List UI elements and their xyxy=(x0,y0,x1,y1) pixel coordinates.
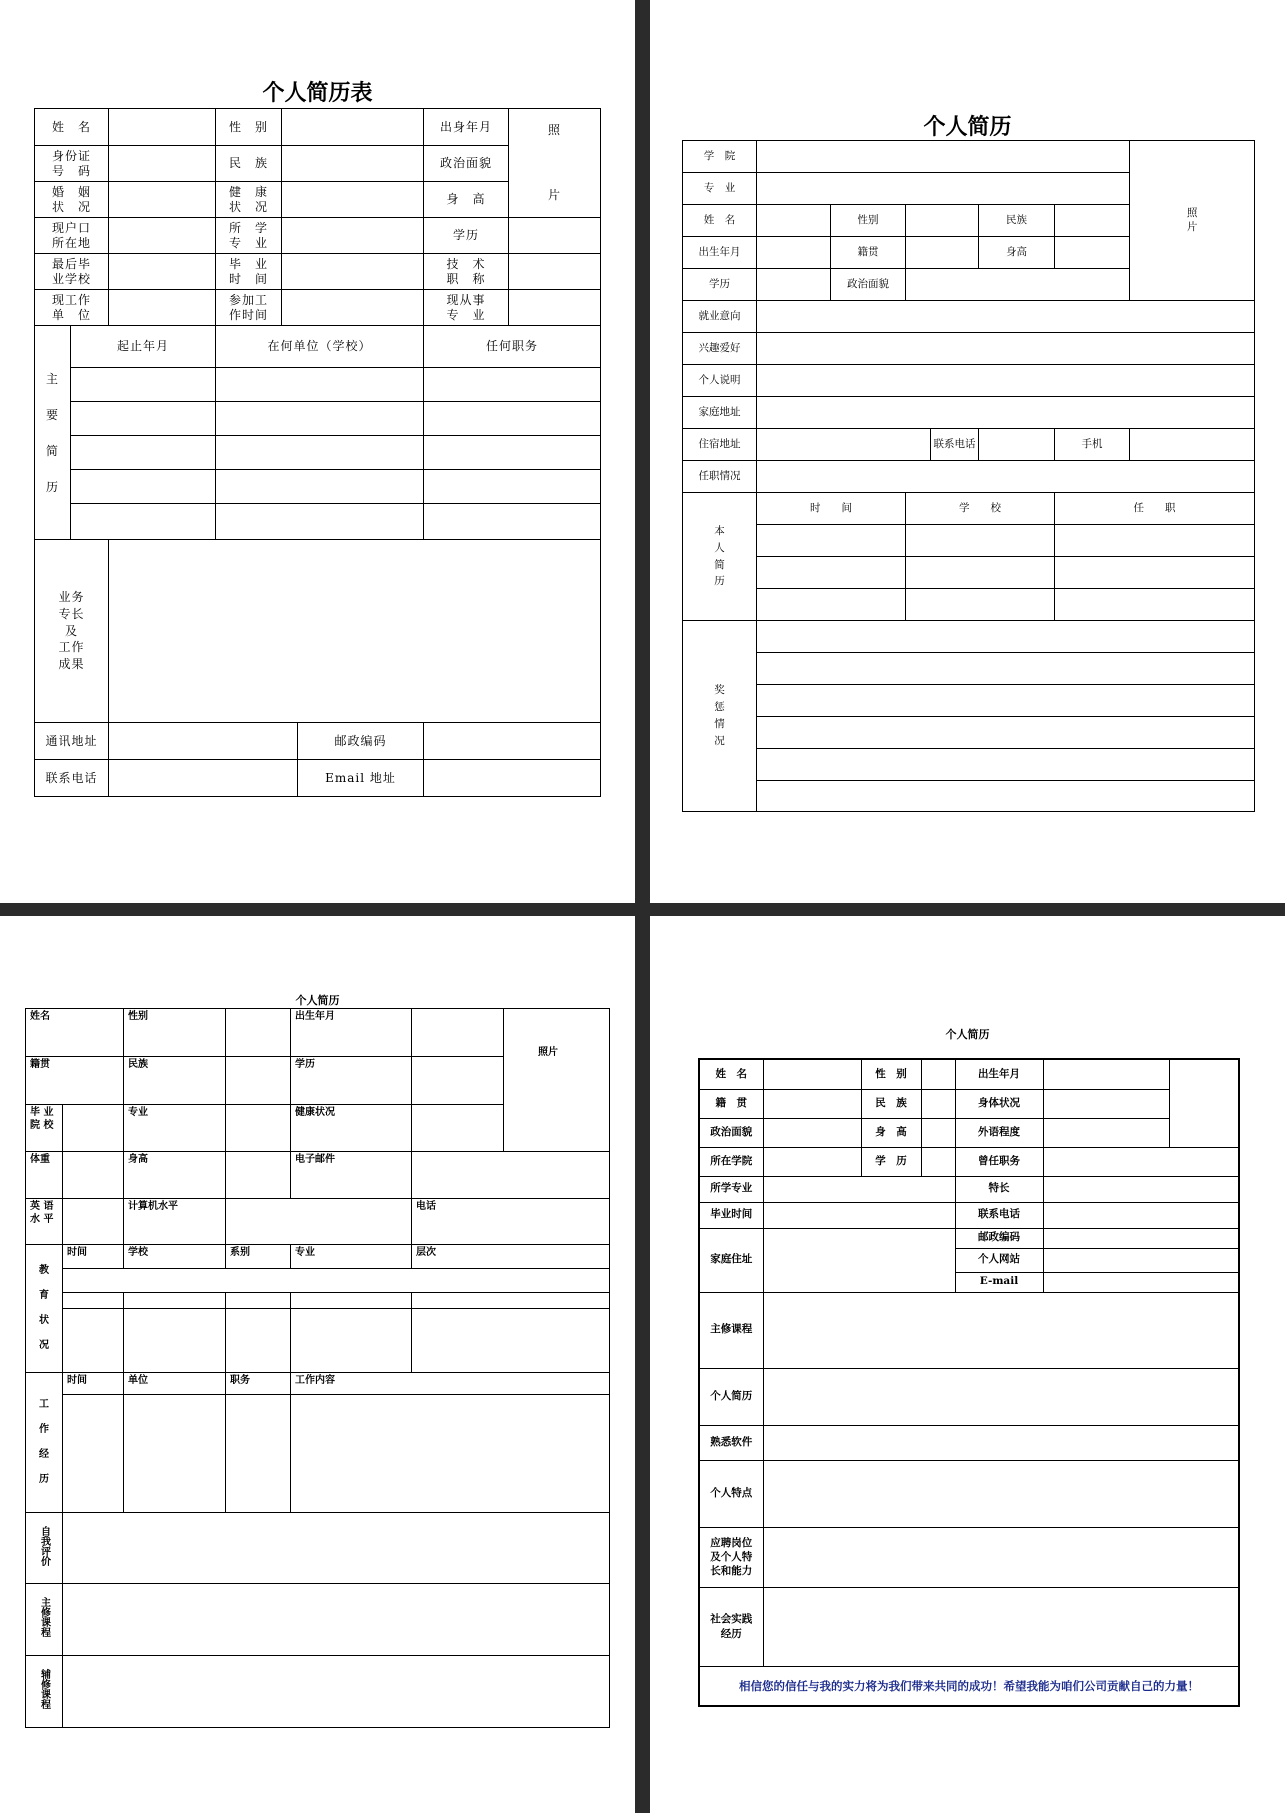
label-site: 个人网站 xyxy=(955,1248,1043,1272)
table-row[interactable] xyxy=(757,781,1255,812)
col-e-dept: 系别 xyxy=(226,1245,291,1269)
value-workunit[interactable] xyxy=(109,290,216,326)
label-native: 籍贯 xyxy=(26,1057,124,1105)
col-w-post: 职务 xyxy=(226,1373,291,1395)
table-row[interactable] xyxy=(757,653,1255,685)
value-name[interactable] xyxy=(763,1059,861,1089)
value-weight[interactable] xyxy=(63,1152,124,1199)
self-eval-text: 自我评价 xyxy=(38,1525,50,1566)
label-tel: 联系电话 xyxy=(955,1202,1043,1228)
table-row xyxy=(35,470,601,504)
value-computer[interactable] xyxy=(226,1199,412,1245)
label-gender: 性 别 xyxy=(216,109,282,146)
value-name[interactable] xyxy=(109,109,216,146)
value-school[interactable] xyxy=(109,254,216,290)
label-mobile: 手机 xyxy=(1055,429,1130,461)
col-w-time: 时间 xyxy=(63,1373,124,1395)
label-courses: 主修课程 xyxy=(699,1292,763,1368)
label-resume: 主 要 简 历 xyxy=(35,326,71,540)
col-e-time: 时间 xyxy=(63,1245,124,1269)
value-hukou[interactable] xyxy=(109,218,216,254)
value-height[interactable] xyxy=(1055,237,1130,269)
label-weight: 体重 xyxy=(26,1152,63,1199)
value-edu[interactable] xyxy=(757,269,831,301)
label-gradtime: 毕 业 时 间 xyxy=(216,254,282,290)
label-name: 姓 名 xyxy=(699,1059,763,1089)
label-height: 身 高 xyxy=(861,1118,921,1147)
value-college[interactable] xyxy=(763,1147,861,1176)
col-w-content: 工作内容 xyxy=(291,1373,610,1395)
value-specialty[interactable] xyxy=(1043,1176,1239,1202)
label-curmajor: 现从事 专 业 xyxy=(424,290,509,326)
col-post: 任何职务 xyxy=(424,326,601,368)
label-health: 身体状况 xyxy=(955,1089,1043,1118)
label-hobby: 兴趣爱好 xyxy=(683,333,757,365)
value-home-addr[interactable] xyxy=(757,397,1255,429)
label-phone: 电话 xyxy=(412,1199,610,1245)
col-e-school: 学校 xyxy=(124,1245,226,1269)
value-self-eval[interactable] xyxy=(63,1513,610,1584)
value-gradtime[interactable] xyxy=(763,1202,955,1228)
label-self-desc: 个人说明 xyxy=(683,365,757,397)
label-major: 所学专业 xyxy=(699,1176,763,1202)
label-idcard: 身份证 号 码 xyxy=(35,146,109,182)
value-birth[interactable] xyxy=(757,237,831,269)
value-gradschool[interactable] xyxy=(63,1105,124,1152)
label-marital: 婚 姻 状 况 xyxy=(35,182,109,218)
value-home[interactable] xyxy=(763,1228,955,1292)
label-political: 政治面貌 xyxy=(424,146,509,182)
label-ethnic: 民族 xyxy=(979,205,1055,237)
label-height: 身 高 xyxy=(424,182,509,218)
label-techtitle: 技 术 职 称 xyxy=(424,254,509,290)
value-former-post[interactable] xyxy=(1043,1147,1239,1176)
label-worktime: 参加工 作时间 xyxy=(216,290,282,326)
label-major: 专 业 xyxy=(683,173,757,205)
label-phone: 联系电话 xyxy=(35,760,109,797)
label-former-post: 曾任职务 xyxy=(955,1147,1043,1176)
label-height: 身高 xyxy=(124,1152,226,1199)
label-edu: 学历 xyxy=(424,218,509,254)
value-health[interactable] xyxy=(1043,1089,1169,1118)
table-row xyxy=(26,1293,610,1309)
label-college: 学 院 xyxy=(683,141,757,173)
label-email: E-mail xyxy=(955,1272,1043,1292)
value-expertise[interactable] xyxy=(109,540,601,723)
table-row[interactable] xyxy=(757,621,1255,653)
value-height[interactable] xyxy=(921,1118,955,1147)
col-e-major: 专业 xyxy=(291,1245,412,1269)
value-curmajor[interactable] xyxy=(509,290,601,326)
label-tel: 联系电话 xyxy=(931,429,979,461)
label-native: 籍 贯 xyxy=(699,1089,763,1118)
label-awards: 奖 惩 情 况 xyxy=(683,621,757,812)
label-birth: 出生年月 xyxy=(955,1059,1043,1089)
photo-box: 照 片 xyxy=(1130,141,1255,301)
label-posts: 任职情况 xyxy=(683,461,757,493)
label-home: 家庭住址 xyxy=(699,1228,763,1292)
value-techtitle[interactable] xyxy=(509,254,601,290)
value-resume[interactable] xyxy=(763,1368,1239,1425)
photo-char-2: 片 xyxy=(548,188,562,202)
value-email[interactable] xyxy=(424,760,601,797)
table-row xyxy=(35,504,601,540)
label-home-addr: 家庭地址 xyxy=(683,397,757,429)
value-hobby[interactable] xyxy=(757,333,1255,365)
label-minor-course xyxy=(26,1656,63,1728)
value-gender[interactable] xyxy=(921,1059,955,1089)
label-computer: 计算机水平 xyxy=(124,1199,226,1245)
col-w-unit: 单位 xyxy=(124,1373,226,1395)
col-school: 学 校 xyxy=(906,493,1055,525)
value-postcode[interactable] xyxy=(424,723,601,760)
label-health: 健 康 状 况 xyxy=(216,182,282,218)
value-address[interactable] xyxy=(109,723,298,760)
photo-box xyxy=(509,109,601,218)
label-self-eval xyxy=(26,1513,63,1584)
label-health: 健康状况 xyxy=(291,1105,412,1152)
label-ethnic: 民 族 xyxy=(861,1089,921,1118)
label-edu: 学 历 xyxy=(861,1147,921,1176)
table-row xyxy=(26,1395,610,1513)
label-gender: 性别 xyxy=(831,205,906,237)
value-practice[interactable] xyxy=(763,1587,1239,1666)
value-courses[interactable] xyxy=(763,1292,1239,1368)
table-row xyxy=(35,402,601,436)
table-row xyxy=(683,557,1255,589)
value-health[interactable] xyxy=(282,182,424,218)
value-major[interactable] xyxy=(282,218,424,254)
label-birth: 出生年月 xyxy=(291,1009,412,1057)
label-practice: 社会实践 经历 xyxy=(699,1587,763,1666)
label-email: 电子邮件 xyxy=(291,1152,412,1199)
value-english[interactable] xyxy=(63,1199,124,1245)
photo-box xyxy=(504,1009,610,1152)
label-email: Email 地址 xyxy=(298,760,424,797)
value-edu[interactable] xyxy=(412,1057,504,1105)
page-title: 个人简历 xyxy=(923,114,1012,140)
value-minor-course[interactable] xyxy=(63,1656,610,1728)
label-ethnic: 民族 xyxy=(124,1057,226,1105)
label-birth: 出身年月 xyxy=(424,109,509,146)
photo-box xyxy=(1169,1059,1239,1147)
value-phone[interactable] xyxy=(109,760,298,797)
table-row xyxy=(683,589,1255,621)
label-hukou: 现户口 所在地 xyxy=(35,218,109,254)
resume-form-table xyxy=(34,108,601,797)
minor-course-text: 辅修课程 xyxy=(38,1669,50,1710)
value-software[interactable] xyxy=(763,1425,1239,1460)
label-major: 所 学 专 业 xyxy=(216,218,282,254)
table-row xyxy=(35,436,601,470)
value-email[interactable] xyxy=(1043,1272,1239,1292)
footer-motto: 相信您的信任与我的实力将为我们带来共同的成功！希望我能为咱们公司贡献自己的力量！ xyxy=(699,1666,1239,1706)
value-gender[interactable] xyxy=(226,1009,291,1057)
value-ethnic[interactable] xyxy=(282,146,424,182)
value-gradtime[interactable] xyxy=(282,254,424,290)
table-row xyxy=(26,1309,610,1373)
label-expertise: 业务 专长 及 工作 成果 xyxy=(35,540,109,723)
label-name: 姓名 xyxy=(26,1009,124,1057)
value-name[interactable] xyxy=(757,205,831,237)
col-time: 时 间 xyxy=(757,493,906,525)
value-health[interactable] xyxy=(412,1105,504,1152)
label-software: 熟悉软件 xyxy=(699,1425,763,1460)
table-row[interactable] xyxy=(63,1269,610,1293)
photo-label: 照片 xyxy=(538,1047,558,1058)
value-birth[interactable] xyxy=(412,1009,504,1057)
label-height: 身高 xyxy=(979,237,1055,269)
value-college[interactable] xyxy=(757,141,1130,173)
value-major[interactable] xyxy=(226,1105,291,1152)
value-political[interactable] xyxy=(763,1118,861,1147)
value-posts[interactable] xyxy=(757,461,1255,493)
page-title: 个人简历 xyxy=(945,1028,990,1041)
label-foreign: 外语程度 xyxy=(955,1118,1043,1147)
label-name: 姓 名 xyxy=(35,109,109,146)
label-main-course xyxy=(26,1584,63,1656)
label-address: 通讯地址 xyxy=(35,723,109,760)
label-birth: 出生年月 xyxy=(683,237,757,269)
resume-page-4 xyxy=(650,916,1285,1813)
value-gender[interactable] xyxy=(906,205,979,237)
label-gradschool: 毕 业 院 校 xyxy=(26,1105,63,1152)
value-native[interactable] xyxy=(906,237,979,269)
value-tel[interactable] xyxy=(1043,1202,1239,1228)
value-political[interactable] xyxy=(906,269,1130,301)
label-political: 政治面貌 xyxy=(699,1118,763,1147)
value-apply[interactable] xyxy=(763,1527,1239,1587)
value-gender[interactable] xyxy=(282,109,424,146)
label-gender: 性别 xyxy=(124,1009,226,1057)
value-traits[interactable] xyxy=(763,1460,1239,1527)
label-gender: 性 别 xyxy=(861,1059,921,1089)
resume-form-table xyxy=(25,1008,610,1728)
label-english: 英 语 水 平 xyxy=(26,1199,63,1245)
label-edu: 学历 xyxy=(291,1057,412,1105)
photo-char-1: 照 xyxy=(548,123,562,137)
value-idcard[interactable] xyxy=(109,146,216,182)
value-height[interactable] xyxy=(226,1152,291,1199)
label-major: 专业 xyxy=(124,1105,226,1152)
value-tel[interactable] xyxy=(979,429,1055,461)
label-lodging: 住宿地址 xyxy=(683,429,757,461)
label-edu: 学历 xyxy=(683,269,757,301)
label-name: 姓 名 xyxy=(683,205,757,237)
label-edu-status: 教 育 状 况 xyxy=(26,1245,63,1373)
col-post: 任 职 xyxy=(1055,493,1255,525)
value-worktime[interactable] xyxy=(282,290,424,326)
value-birth[interactable] xyxy=(1043,1059,1169,1089)
label-ethnic: 民 族 xyxy=(216,146,282,182)
value-edu[interactable] xyxy=(509,218,601,254)
value-main-course[interactable] xyxy=(63,1584,610,1656)
value-mobile[interactable] xyxy=(1130,429,1255,461)
col-e-level: 层次 xyxy=(412,1245,610,1269)
label-school: 最后毕 业学校 xyxy=(35,254,109,290)
label-college: 所在学院 xyxy=(699,1147,763,1176)
label-traits: 个人特点 xyxy=(699,1460,763,1527)
label-specialty: 特长 xyxy=(955,1176,1043,1202)
main-course-text: 主修课程 xyxy=(38,1597,50,1638)
resume-page-1 xyxy=(0,0,635,903)
value-edu[interactable] xyxy=(921,1147,955,1176)
resume-page-2 xyxy=(650,0,1285,903)
value-ethnic[interactable] xyxy=(226,1057,291,1105)
page-title: 个人简历 xyxy=(295,994,340,1007)
label-job-intent: 就业意向 xyxy=(683,301,757,333)
label-postcode: 邮政编码 xyxy=(955,1228,1043,1248)
table-row[interactable] xyxy=(757,749,1255,781)
label-native: 籍贯 xyxy=(831,237,906,269)
label-resume: 个人简历 xyxy=(699,1368,763,1425)
label-apply: 应聘岗位 及个人特 长和能力 xyxy=(699,1527,763,1587)
value-job-intent[interactable] xyxy=(757,301,1255,333)
col-date: 起止年月 xyxy=(71,326,216,368)
label-gradtime: 毕业时间 xyxy=(699,1202,763,1228)
table-row[interactable] xyxy=(757,685,1255,717)
col-unit: 在何单位（学校） xyxy=(216,326,424,368)
resume-form-table xyxy=(682,140,1255,812)
table-row xyxy=(35,368,601,402)
value-major[interactable] xyxy=(757,173,1130,205)
value-postcode[interactable] xyxy=(1043,1228,1239,1248)
label-postcode: 邮政编码 xyxy=(298,723,424,760)
value-ethnic[interactable] xyxy=(921,1089,955,1118)
value-ethnic[interactable] xyxy=(1055,205,1130,237)
value-foreign[interactable] xyxy=(1043,1118,1169,1147)
resume-form-table xyxy=(698,1058,1240,1707)
label-political: 政治面貌 xyxy=(831,269,906,301)
label-resume: 本 人 简 历 xyxy=(683,493,757,621)
value-self-desc[interactable] xyxy=(757,365,1255,397)
value-site[interactable] xyxy=(1043,1248,1239,1272)
table-row xyxy=(683,525,1255,557)
label-work-exp: 工 作 经 历 xyxy=(26,1373,63,1513)
value-email[interactable] xyxy=(412,1152,610,1199)
value-marital[interactable] xyxy=(109,182,216,218)
table-row[interactable] xyxy=(757,717,1255,749)
resume-page-3 xyxy=(0,916,635,1813)
value-lodging[interactable] xyxy=(757,429,931,461)
page-title: 个人简历表 xyxy=(262,80,373,106)
label-workunit: 现工作 单 位 xyxy=(35,290,109,326)
value-native[interactable] xyxy=(763,1089,861,1118)
value-major[interactable] xyxy=(763,1176,955,1202)
